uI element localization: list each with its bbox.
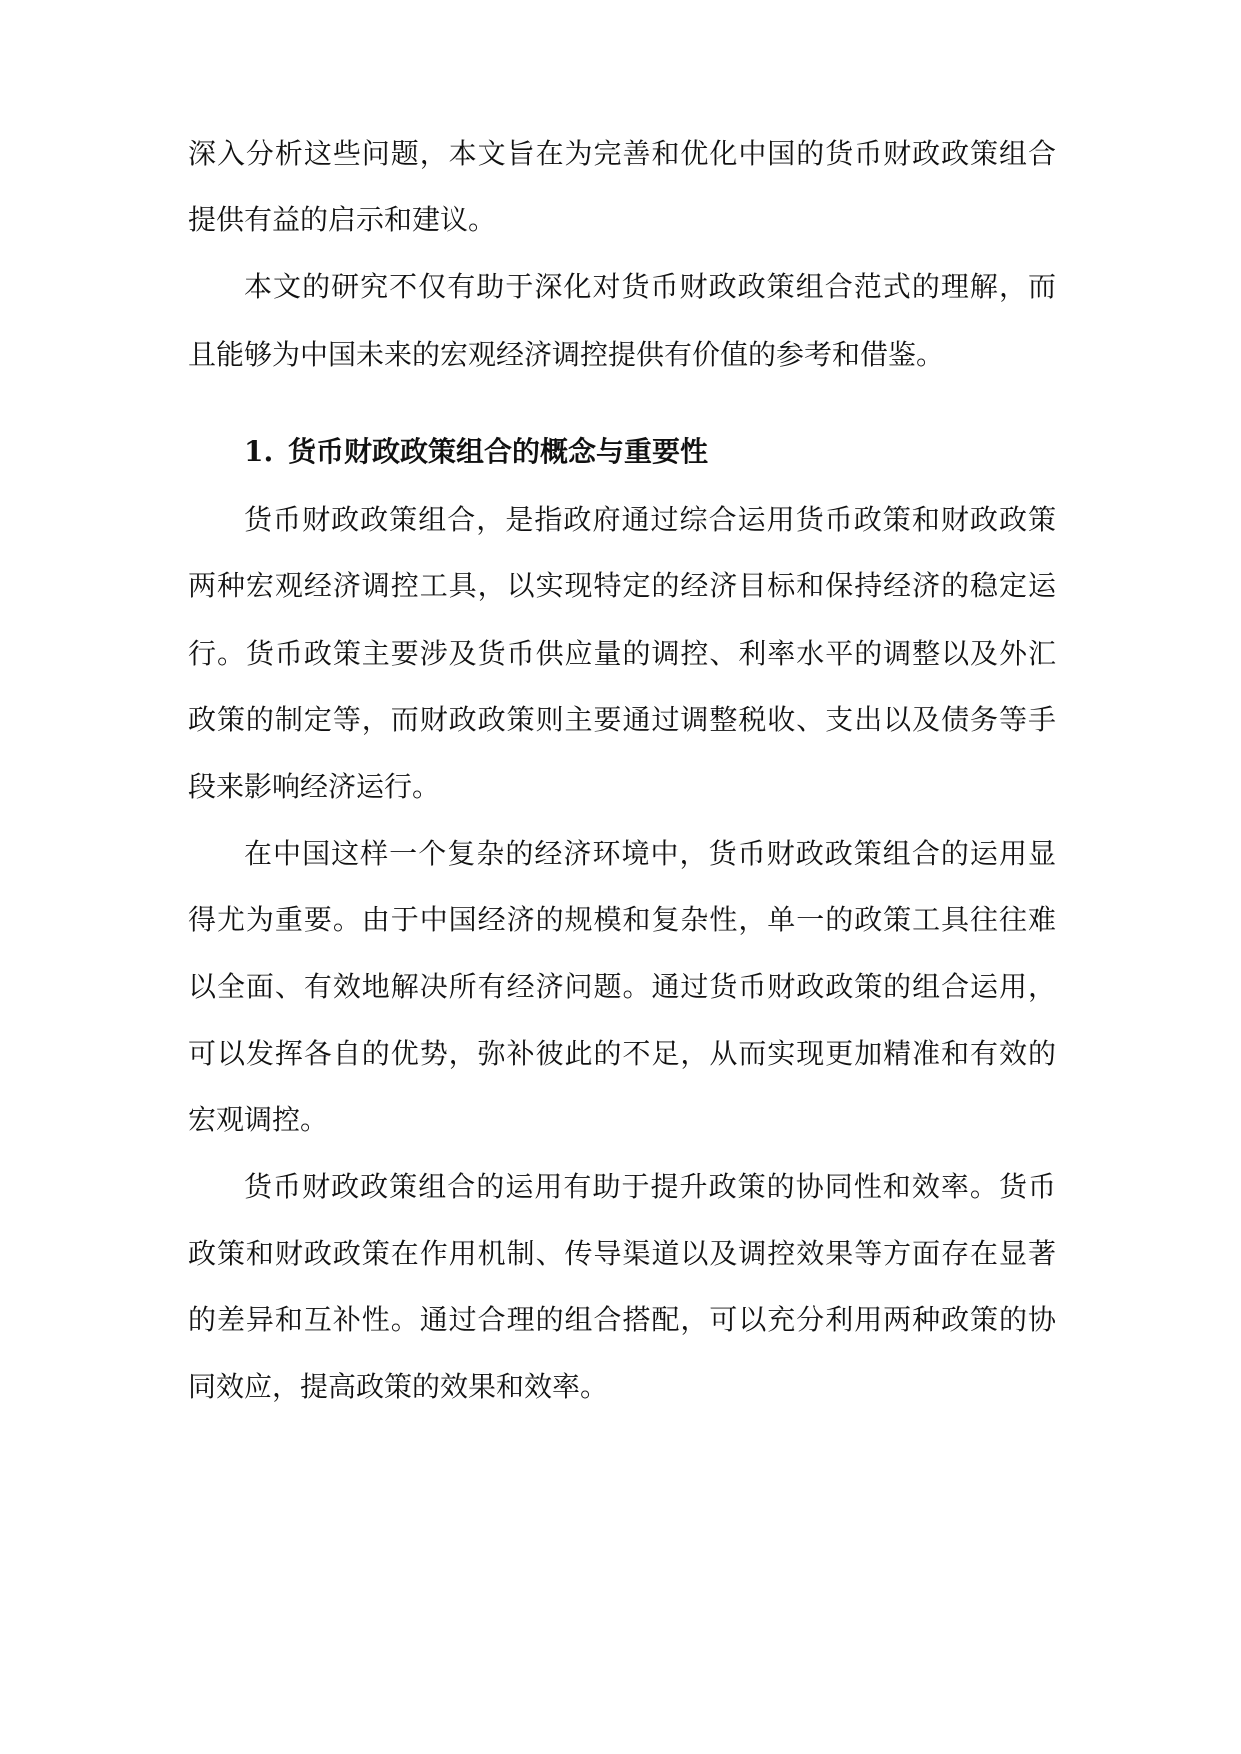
- paragraph-line: 以全面、有效地解决所有经济问题。通过货币财政政策的组合运用，: [188, 970, 1056, 1003]
- paragraph-line: 本文的研究不仅有助于深化对货币财政政策组合范式的理解，而: [244, 270, 1056, 303]
- paragraph-line: 政策和财政政策在作用机制、传导渠道以及调控效果等方面存在显著: [188, 1237, 1056, 1270]
- paragraph-line: 在中国这样一个复杂的经济环境中，货币财政政策组合的运用显: [244, 837, 1056, 870]
- paragraph-line: 政策的制定等，而财政政策则主要通过调整税收、支出以及债务等手: [188, 703, 1056, 736]
- section-number: 1.: [244, 435, 274, 468]
- paragraph-line: 的差异和互补性。通过合理的组合搭配，可以充分利用两种政策的协: [188, 1303, 1056, 1336]
- paragraph-line: 宏观调控。: [188, 1103, 329, 1136]
- paragraph-line: 且能够为中国未来的宏观经济调控提供有价值的参考和借鉴。: [188, 338, 945, 371]
- paragraph-line: 提供有益的启示和建议。: [188, 203, 497, 236]
- paragraph-line: 得尤为重要。由于中国经济的规模和复杂性，单一的政策工具往往难: [188, 903, 1056, 936]
- paragraph-line: 货币财政政策组合，是指政府通过综合运用货币政策和财政政策: [244, 503, 1056, 536]
- paragraph-line: 两种宏观经济调控工具，以实现特定的经济目标和保持经济的稳定运: [188, 569, 1056, 602]
- section-heading: [244, 432, 1056, 472]
- paragraph-line: 深入分析这些问题，本文旨在为完善和优化中国的货币财政政策组合: [188, 137, 1056, 170]
- section-title: 货币财政政策组合的概念与重要性: [288, 435, 709, 468]
- paragraph-line: 可以发挥各自的优势，弥补彼此的不足，从而实现更加精准和有效的: [188, 1037, 1056, 1070]
- paragraph-line: 货币财政政策组合的运用有助于提升政策的协同性和效率。货币: [244, 1170, 1056, 1203]
- paragraph-line: 行。货币政策主要涉及货币供应量的调控、利率水平的调整以及外汇: [188, 637, 1056, 670]
- paragraph-line: 段来影响经济运行。: [188, 770, 441, 803]
- paragraph-line: 同效应，提高政策的效果和效率。: [188, 1370, 609, 1403]
